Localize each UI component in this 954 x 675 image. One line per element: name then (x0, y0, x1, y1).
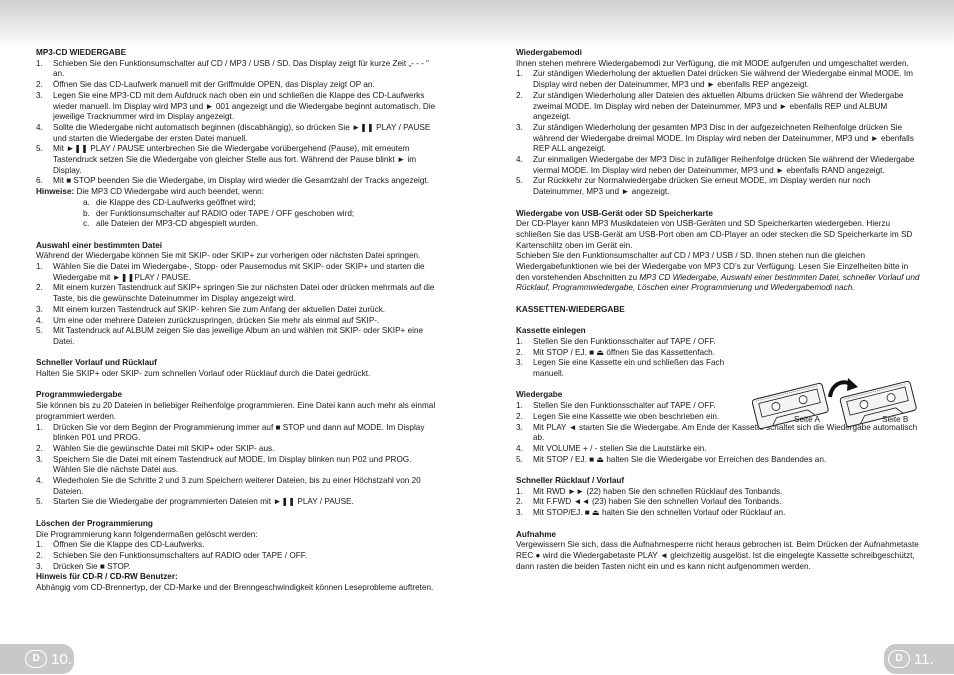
cdr-heading: Hinweis für CD-R / CD-RW Benutzer: (36, 572, 178, 582)
list-item-text: Starten Sie die Wiedergabe der programmierten Dateien mit ►❚❚ PLAY / PAUSE. (53, 497, 354, 507)
list-item (36, 305, 438, 316)
select-heading: Auswahl einer bestimmten Datei (36, 240, 163, 250)
page-tab-left (0, 644, 74, 674)
usb-paragraph-1: Der CD-Player kann MP3 Musikdateien von USB-Geräten und SD Speicherkarten wiedergeben. Hierzu schließen Sie das USB-Gerät am USB-Port oben am CD-Player an oder stecken die SD Speicherkarte im SD Kartenschlitz oben im Gerät ein. (516, 219, 913, 250)
delete-heading: Löschen der Programmierung (36, 518, 153, 528)
list-item (36, 80, 438, 91)
play-heading: Wiedergabe (516, 390, 563, 400)
right-column (516, 48, 920, 572)
delete-intro: Die Programmierung kann folgendermaßen gelöscht werden: (36, 529, 258, 539)
list-item-text: Mit einem kurzen Tastendruck auf SKIP+ springen Sie zur nächsten Datei oder drücken mehrmals auf die Taste, bis die gewünschte Dateinummer im Display angezeigt wird. (53, 283, 435, 304)
list-item-text: Mit einem kurzen Tastendruck auf SKIP- kehren Sie zum Anfang der aktuellen Datei zurück. (53, 304, 386, 314)
usb-paragraph-2-italic: MP3 CD Wiedergabe, Auswahl einer bestimmten Datei, schneller Vorlauf und Rücklauf, Programmwiedergabe, Löschen einer Programmierung und Wiedergabemodi nach. (516, 272, 920, 293)
list-item-text: Wählen Sie die gewünschte Datei mit SKIP+ oder SKIP- aus. (53, 443, 275, 453)
list-item (516, 358, 734, 379)
list-item (36, 540, 438, 551)
list-item-number: 3. (36, 454, 43, 464)
list-item-text: Schieben Sie den Funktionsumschalter auf CD / MP3 / USB / SD. Das Display zeigt für kurze Zeit „- - - “ an. (53, 58, 429, 79)
list-item-number: 1. (36, 262, 43, 272)
list-item (516, 123, 920, 155)
usb-heading: Wiedergabe von USB-Gerät oder SD Speicherkarte (516, 208, 713, 218)
modes-steps (516, 69, 920, 197)
list-item-number: 2. (36, 80, 43, 90)
list-item-number: 1. (36, 58, 43, 68)
list-item-number: 4. (36, 315, 43, 325)
list-item-number: 1. (36, 540, 43, 550)
list-item-number: 2. (516, 347, 523, 357)
list-item-text: Mit RWD ►► (22) haben Sie den schnellen Rücklauf des Tonbands. (533, 486, 783, 496)
list-item-text: Zur einmaligen Wiedergabe der MP3 Disc in zufälliger Reihenfolge drücken Sie während der Wiedergabe viermal MODE. Im Display wird neben der Dateinummer, MP3 und ► ebenfalls RAND angezeigt. (533, 155, 915, 175)
hint-line (36, 187, 438, 198)
modes-heading: Wiedergabemodi (516, 48, 582, 57)
list-item-number: 1. (516, 336, 523, 346)
record-heading: Aufnahme (516, 529, 557, 539)
list-item (516, 444, 920, 455)
record-text: Vergewissern Sie sich, dass die Aufnahmesperre nicht heraus gebrochen ist. Beim Drücken der Aufnahmetaste REC ● wird die Wiedergabetaste PLAY ◄ gleichzeitig ausgelöst. Ist die eingelegte Kassette schreibgeschützt, dann rasten die beiden Tasten nicht ein und es kann nicht aufgenommen werden. (516, 540, 919, 571)
list-item-text: Stellen Sie den Funktionsschalter auf TAPE / OFF. (533, 336, 716, 346)
list-item-text: Mit Tastendruck auf ALBUM zeigen Sie das jeweilige Album an und wählen mit SKIP- oder SKIP+ eine Datei. (53, 326, 424, 346)
list-item (516, 487, 920, 498)
list-item-text: Mit F.FWD ◄◄ (23) haben Sie den schnellen Vorlauf des Tonbands. (533, 497, 782, 507)
left-column (36, 48, 438, 594)
list-item-text: Zur ständigen Wiederholung der aktuellen Datei drücken Sie während der Wiedergabe einmal MODE. Im Display wird neben der Dateinummer, MP3 und ► ebenfalls REP angezeigt. (533, 69, 914, 90)
list-item (516, 497, 920, 508)
list-item-number: 6. (36, 176, 43, 186)
prog-heading: Programmwiedergabe (36, 390, 122, 400)
list-item (36, 326, 438, 347)
list-item-number: 3. (36, 90, 43, 100)
list-item-number: 4. (36, 122, 43, 132)
language-badge: D (25, 650, 47, 668)
list-item-number: a. (83, 197, 90, 207)
list-item-text: Um eine oder mehrere Dateien zurückzuspringen, drücken Sie mehr als einmal auf SKIP-. (53, 315, 380, 325)
list-item-text: Schieben Sie den Funktionsumschalters auf RADIO oder TAPE / OFF. (53, 550, 308, 560)
list-item-number: 1. (36, 422, 43, 432)
prog-intro: Sie können bis zu 20 Dateien in beliebiger Reihenfolge programmieren. Eine Datei kann auch mehr als einmal programmiert werden. (36, 401, 436, 421)
list-item-number: 3. (516, 422, 523, 432)
list-item-number: 1. (516, 486, 523, 496)
wind-heading: Schneller Rücklauf / Vorlauf (516, 476, 625, 486)
page-tab-right (884, 644, 954, 674)
prog-steps (36, 423, 438, 509)
list-item (516, 155, 920, 176)
insert-steps (516, 337, 734, 380)
list-item (516, 508, 920, 519)
list-item-text: Mit STOP / EJ. ■ ⏏ halten Sie die Wiedergabe vor Erreichen des Bandendes an. (533, 454, 827, 464)
list-item-number: 3. (36, 561, 43, 571)
language-badge: D (888, 650, 910, 668)
list-item-number: 5. (516, 454, 523, 464)
list-item-text: alle Dateien der MP3-CD abgespielt wurden. (96, 219, 259, 229)
list-item-number: 3. (516, 122, 523, 132)
usb-paragraph-2-text: Schieben Sie den Funktionsumschalter auf CD / MP3 / USB / SD. Ihnen stehen nun die gleichen Wiedergabefunktionen wie bei der Wiedergabe von MP3 CD’s zur Verfügung. Lesen Sie Einzelheiten bitte in den vorstehenden Abschnitten zu (516, 251, 909, 282)
select-steps (36, 262, 438, 348)
list-item-text: Legen Sie eine MP3-CD mit dem Aufdruck nach oben ein und schließen die Klappe des CD-Laufwerks wieder manuell. Im Display wird MP3 und ► 001 angezeigt und die Wiedergabe beginnt automatisch. Die jeweilige Tracknummer wird im Display angezeigt. (53, 90, 436, 122)
side-b-caption: Seite B (882, 415, 909, 424)
insert-heading: Kassette einlegen (516, 326, 586, 336)
modes-intro: Ihnen stehen mehrere Wiedergabemodi zur Verfügung, die mit MODE aufgerufen und umgeschaltet werden. (516, 58, 909, 68)
list-item-text: Speichern Sie die Datei mit einem Tastendruck auf MODE. Im Display blinken nun P02 und PROG. Wählen Sie die nächste Datei aus. (53, 454, 412, 475)
fast-heading: Schneller Vorlauf und Rücklauf (36, 358, 157, 368)
list-item (516, 91, 920, 123)
list-item-text: Mit STOP / EJ. ■ ⏏ öffnen Sie das Kassettenfach. (533, 347, 715, 357)
list-item (36, 316, 438, 327)
list-item-number: c. (83, 219, 90, 229)
list-item-number: 2. (516, 411, 523, 421)
list-item (36, 176, 438, 187)
side-a-caption: Seite A (794, 415, 820, 424)
hint-label: Hinweise: (36, 187, 75, 197)
list-item-number: 5. (516, 176, 523, 186)
list-item-text: Mit VOLUME + / - stellen Sie die Lautstärke ein. (533, 443, 707, 453)
list-item-number: 1. (516, 69, 523, 79)
list-item (36, 123, 438, 144)
hint-text: Die MP3 CD Wiedergabe wird auch beendet, wenn: (74, 187, 265, 197)
list-item-number: 5. (36, 326, 43, 336)
list-item-number: 2. (36, 283, 43, 293)
delete-steps (36, 540, 438, 572)
list-item-text: Öffnen Sie das CD-Laufwerk manuell mit der Griffmulde OPEN, das Display zeigt OP an. (53, 80, 375, 90)
list-item-text: Mit ►❚❚ PLAY / PAUSE unterbrechen Sie die Wiedergabe vorübergehend (Pause), mit erneutem Tastendruck setzen Sie die Wiedergabe von gleicher Stelle aus fort. Während der Pause blinkt ► im Display. (53, 144, 417, 175)
list-item-text: Wählen Sie die Datei im Wiedergabe-, Stopp- oder Pausemodus mit SKIP- oder SKIP+ und starten die Wiedergabe mit ►❚❚PLAY / PAUSE. (53, 262, 425, 282)
mp3-steps (36, 59, 438, 187)
list-item-text: Zur Rückkehr zur Normalwiedergabe drücken Sie erneut MODE, im Display werden nur noch Dateinummer, MP3 und ► angezeigt. (533, 176, 871, 197)
list-item (516, 455, 920, 466)
list-item-text: der Funktionsumschalter auf RADIO oder TAPE / OFF geschoben wird; (96, 208, 355, 218)
list-item-text: Drücken Sie vor dem Beginn der Programmierung immer auf ■ STOP und dann auf MODE. Im Display blinken P01 und PROG. (53, 422, 425, 443)
list-item-number: 2. (36, 443, 43, 453)
list-item-number: 2. (36, 550, 43, 560)
list-item-text: Öffnen Sie die Klappe des CD-Laufwerks. (53, 540, 205, 550)
list-item-number: 4. (36, 476, 43, 486)
list-item-number: 4. (516, 155, 523, 165)
list-item-text: Sollte die Wiedergabe nicht automatisch beginnen (discabhängig), so drücken Sie ►❚❚ PLAY / PAUSE und starten die Wiedergabe der ersten Datei manuell. (53, 122, 431, 143)
hint-items (36, 198, 438, 230)
list-item (36, 423, 438, 444)
list-item-number: b. (83, 208, 90, 218)
mp3-heading: MP3-CD WIEDERGABE (36, 48, 127, 57)
list-item-number: 5. (36, 497, 43, 507)
list-item (36, 219, 438, 230)
list-item-text: Mit STOP/EJ. ■ ⏏ halten Sie den schnellen Vorlauf oder Rücklauf an. (533, 508, 786, 518)
header-band (0, 0, 954, 48)
list-item (36, 497, 438, 508)
list-item (36, 444, 438, 455)
list-item (36, 209, 438, 220)
list-item (36, 562, 438, 573)
page-number-right: 11. (914, 650, 934, 668)
list-item (516, 348, 734, 359)
list-item-number: 3. (516, 508, 523, 518)
list-item (36, 476, 438, 497)
list-item-text: Legen Sie eine Kassette ein und schließen das Fach manuell. (533, 358, 725, 379)
list-item (36, 59, 438, 80)
list-item-text: Mit ■ STOP beenden Sie die Wiedergabe, im Display wird wieder die Gesamtzahl der Tracks angezeigt. (53, 176, 429, 186)
list-item-number: 2. (516, 497, 523, 507)
list-item-number: 4. (516, 443, 523, 453)
usb-paragraph-2 (516, 251, 920, 294)
wind-steps (516, 487, 920, 519)
list-item (516, 337, 734, 348)
tape-heading: KASSETTEN-WIEDERGABE (516, 304, 625, 314)
list-item-number: 3. (516, 358, 523, 368)
page-number-left: 10. (51, 650, 72, 668)
list-item (36, 198, 438, 209)
list-item-text: die Klappe des CD-Laufwerks geöffnet wird; (96, 197, 256, 207)
list-item (36, 91, 438, 123)
list-item-text: Wiederholen Sie die Schritte 2 und 3 zum Speichern weiterer Dateien, bis zu einer Höchstzahl von 20 Dateien. (53, 476, 421, 496)
list-item-text: Zur ständigen Wiederholung aller Dateien des aktuellen Albums drücken Sie während der Wiedergabe zweimal MODE. Im Display wird neben der Dateinummer, MP3 und ► ebenfalls REP und ALBUM angezeigt. (533, 90, 904, 122)
list-item-text: Zur ständigen Wiederholung der gesamten MP3 Disc in der aufgezeichneten Reihenfolge drücken Sie während der Wiedergabe dreimal MODE. Im Display wird neben der Dateinummer, MP3 und ► ebenfalls REP ALL angezeigt. (533, 122, 914, 154)
list-item-number: 2. (516, 90, 523, 100)
cdr-text: Abhängig vom CD-Brennertyp, der CD-Marke und der Brenngeschwindigkeit können Leseprobleme auftreten. (36, 583, 434, 593)
list-item (36, 262, 438, 283)
list-item (36, 283, 438, 304)
list-item-text: Legen Sie eine Kassette wie oben beschrieben ein. (533, 411, 720, 421)
list-item-number: 3. (36, 304, 43, 314)
list-item-number: 5. (36, 144, 43, 154)
list-item (516, 176, 920, 197)
list-item-text: Drücken Sie ■ STOP. (53, 561, 131, 571)
select-intro: Während der Wiedergabe können Sie mit SKIP- oder SKIP+ zur vorherigen oder nächsten Datei springen. (36, 251, 421, 261)
list-item (36, 144, 438, 176)
fast-text: Halten Sie SKIP+ oder SKIP- zum schnellen Vorlauf oder Rücklauf durch die Datei gedrückt. (36, 369, 371, 379)
list-item-text: Mit PLAY ◄ starten Sie die Wiedergabe. Am Ende der Kassette schaltet sich die Wiedergabe automatisch ab. (533, 422, 918, 443)
list-item-number: 1. (516, 401, 523, 411)
list-item (516, 69, 920, 90)
list-item-text: Stellen Sie den Funktionsschalter auf TAPE / OFF. (533, 401, 716, 411)
list-item (36, 551, 438, 562)
list-item (36, 455, 438, 476)
